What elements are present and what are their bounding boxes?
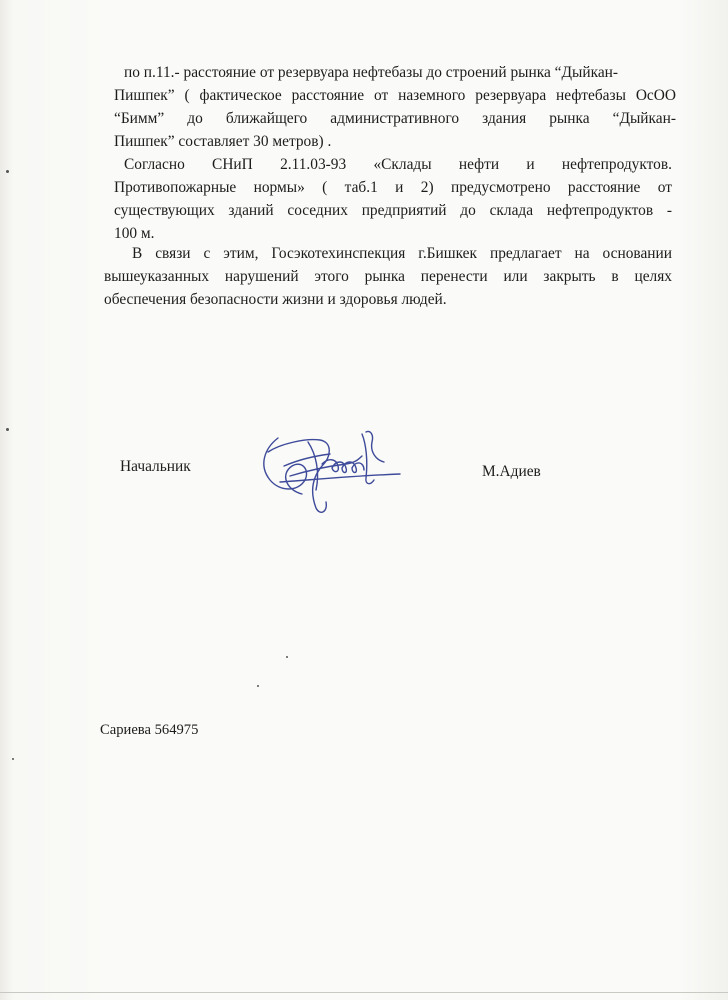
scan-edge-line [0,992,728,993]
paragraph-1-line-4: Пишпек” составляет 30 метров) . [114,133,332,150]
signatory-title: Начальник [120,458,191,475]
paragraph-3-line-1: В связи с этим, Госэкотехинспекция г.Бишкек предлагает на основании [132,245,672,262]
paragraph-1-line-1: по п.11.- расстояние от резервуара нефтебазы до строений рынка “Дыйкан- [124,64,619,81]
scan-speck [286,656,288,658]
paragraph-2-line-2: Противопожарные нормы» ( таб.1 и 2) предусмотрено расстояние от [114,179,672,196]
paragraph-1-line-2: Пишпек” ( фактическое расстояние от наземного резервуара нефтебазы ОсОО [114,87,676,104]
paragraph-2-line-1: Согласно СНиП 2.11.03-93 «Склады нефти и нефтепродуктов. [124,156,672,173]
paragraph-2-line-3: существующих зданий соседних предприятий до склада нефтепродуктов - [114,202,672,219]
paragraph-3-line-3: обеспечения безопасности жизни и здоровья людей. [104,291,447,308]
scan-speck [257,685,259,687]
handwritten-signature [250,420,415,520]
paragraph-3-line-2: вышеуказанных нарушений этого рынка перенести или закрыть в целях [104,268,672,285]
executor-contact: Сариева 564975 [100,722,199,738]
scan-speck [6,428,9,431]
scan-speck [6,170,9,173]
signatory-name: М.Адиев [482,463,541,480]
scan-speck [12,758,14,760]
paragraph-2-line-4: 100 м. [114,225,155,242]
paragraph-1-line-3: “Бимм” до ближайщего административного здания рынка “Дыйкан- [114,110,676,127]
